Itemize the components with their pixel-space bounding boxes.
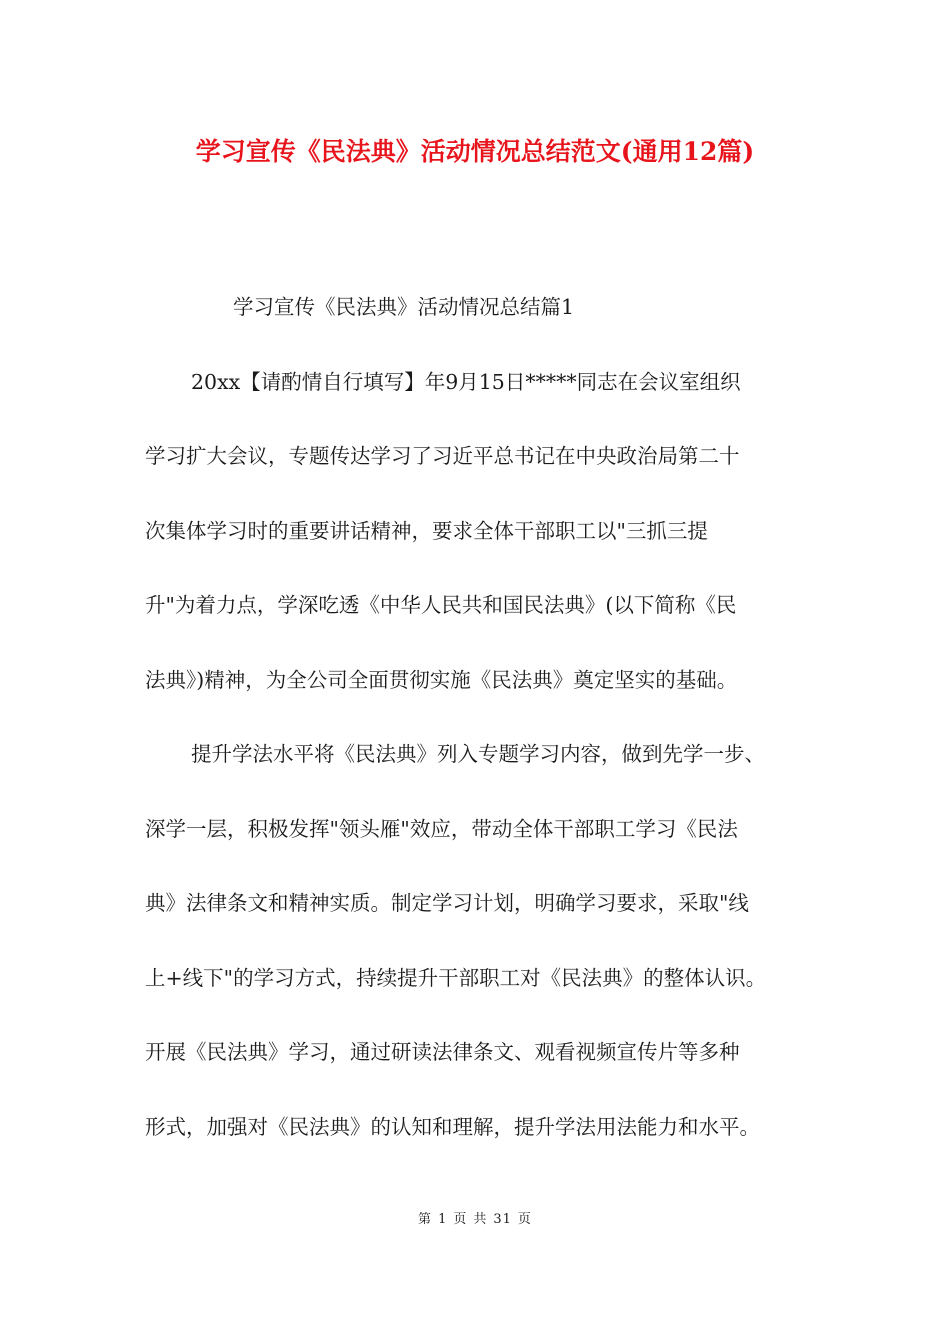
footer-label-unit2: 页	[517, 1212, 532, 1227]
paragraph-2-line: 深学一层，积极发挥"领头雁"效应，带动全体干部职工学习《民法	[145, 816, 738, 841]
paragraph-2-line: 提升学法水平将《民法典》列入专题学习内容，做到先学一步、	[191, 742, 765, 766]
paragraph-2-line: 上+线下"的学习方式，持续提升干部职工对《民法典》的整体认识。	[145, 965, 767, 990]
paragraph-2-line: 形式，加强对《民法典》的认知和理解，提升学法用法能力和水平。	[145, 1114, 760, 1139]
paragraph-1-line: 次集体学习时的重要讲话精神，要求全体干部职工以"三抓三提	[145, 518, 708, 543]
document-body	[145, 270, 815, 1164]
footer-label-total: 共	[473, 1212, 488, 1227]
footer-total-pages: 31	[493, 1212, 512, 1227]
paragraph-1-line: 法典》)精神，为全公司全面贯彻实施《民法典》奠定坚实的基础。	[145, 667, 738, 692]
paragraph-1-line: 20xx【请酌情自行填写】年9月15日*****同志在会议室组织	[191, 369, 741, 394]
paragraph-1-line: 升"为着力点，学深吃透《中华人民共和国民法典》(以下简称《民	[145, 593, 737, 617]
paragraph-2-line: 开展《民法典》学习，通过研读法律条文、观看视频宣传片等多种	[145, 1040, 740, 1064]
paragraph-1-line: 学习扩大会议，专题传达学习了习近平总书记在中央政治局第二十	[145, 444, 740, 468]
footer-current-page: 1	[438, 1212, 448, 1227]
footer-label-page: 第	[418, 1212, 433, 1227]
document-title: 学习宣传《民法典》活动情况总结范文(通用12篇)	[195, 137, 755, 166]
footer-label-unit: 页	[453, 1212, 468, 1227]
paragraph-2-line: 典》法律条文和精神实质。制定学习计划，明确学习要求，采取"线	[145, 891, 749, 915]
page-footer	[0, 1208, 950, 1227]
section-heading: 学习宣传《民法典》活动情况总结篇1	[233, 295, 575, 319]
